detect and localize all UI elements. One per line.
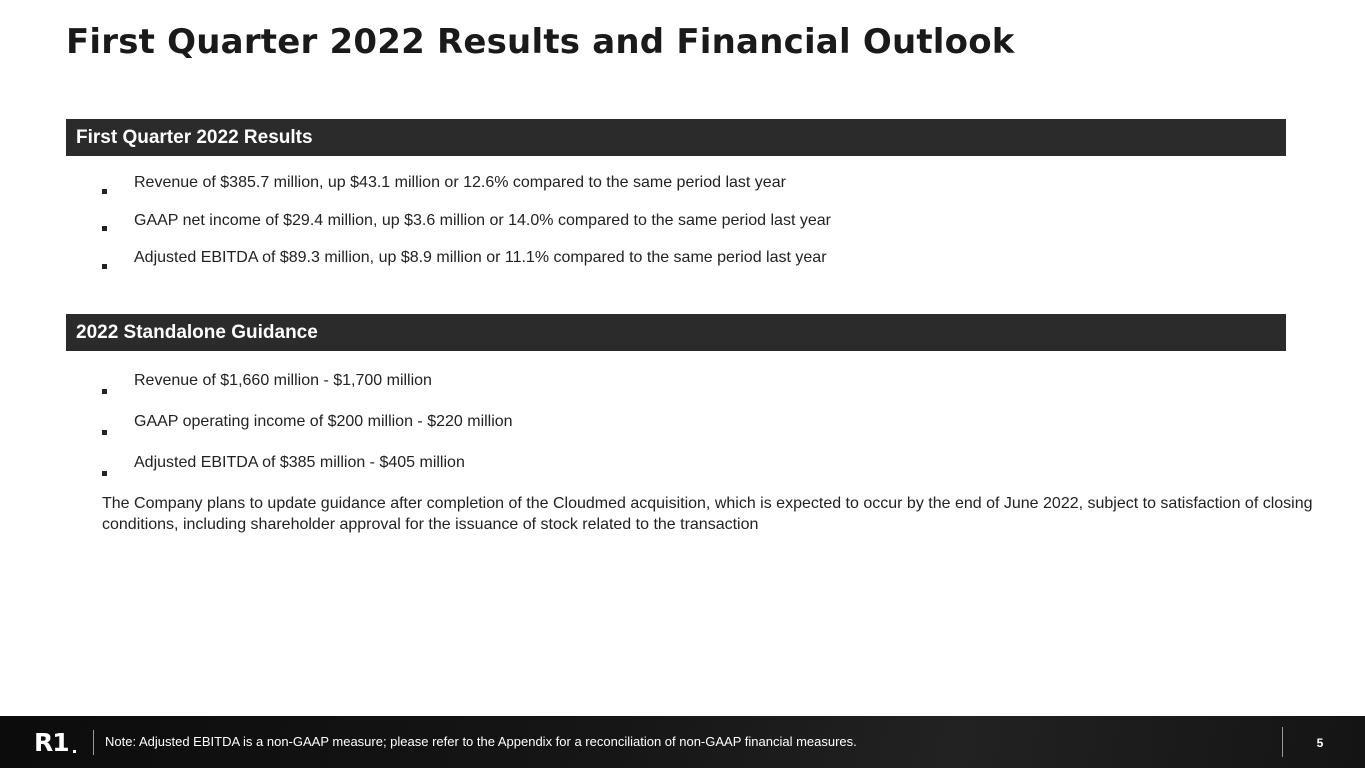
list-item-text: Revenue of $1,660 million - $1,700 million xyxy=(134,372,432,389)
bullet-square-icon xyxy=(102,389,107,394)
list-item xyxy=(102,453,513,494)
section-header-standalone-guidance: 2022 Standalone Guidance xyxy=(66,314,1286,351)
bullet-square-icon xyxy=(102,264,107,269)
list-item xyxy=(102,173,831,211)
page-number: 5 xyxy=(1316,736,1324,750)
section-header-first-quarter-results: First Quarter 2022 Results xyxy=(66,119,1286,156)
slide-title: First Quarter 2022 Results and Financial Outlook xyxy=(66,22,1015,62)
bullet-square-icon xyxy=(102,471,107,476)
logo-registered-mark-icon xyxy=(73,750,76,753)
standalone-guidance-list xyxy=(102,371,513,494)
list-item-text: Revenue of $385.7 million, up $43.1 million or 12.6% compared to the same period last year xyxy=(134,174,786,191)
footer-note: Note: Adjusted EBITDA is a non-GAAP measure; please refer to the Appendix for a reconciliation of non-GAAP financial measures. xyxy=(105,734,857,749)
list-item-text: GAAP net income of $29.4 million, up $3.6 million or 14.0% compared to the same period last year xyxy=(134,211,831,229)
list-item xyxy=(102,211,831,249)
first-quarter-results-list xyxy=(102,173,831,286)
guidance-note-paragraph: The Company plans to update guidance after completion of the Cloudmed acquisition, which is expected to occur by the end of June 2022, subject to satisfaction of closing conditions, including shareholder approval for the issuance of stock related to the transaction xyxy=(102,495,1313,533)
list-item-text: GAAP operating income of $200 million - $220 million xyxy=(134,413,513,430)
list-item xyxy=(102,248,831,286)
footer-divider-right xyxy=(1282,727,1283,757)
footer-divider xyxy=(93,730,94,755)
bullet-square-icon xyxy=(102,189,107,194)
bullet-square-icon xyxy=(102,430,107,435)
bullet-square-icon xyxy=(102,226,107,231)
list-item xyxy=(102,371,513,412)
list-item-text: Adjusted EBITDA of $385 million - $405 million xyxy=(134,454,465,471)
list-item-text: Adjusted EBITDA of $89.3 million, up $8.9 million or 11.1% compared to the same period last year xyxy=(134,249,827,266)
list-item xyxy=(102,412,513,453)
r1-logo: R1 xyxy=(34,728,69,757)
